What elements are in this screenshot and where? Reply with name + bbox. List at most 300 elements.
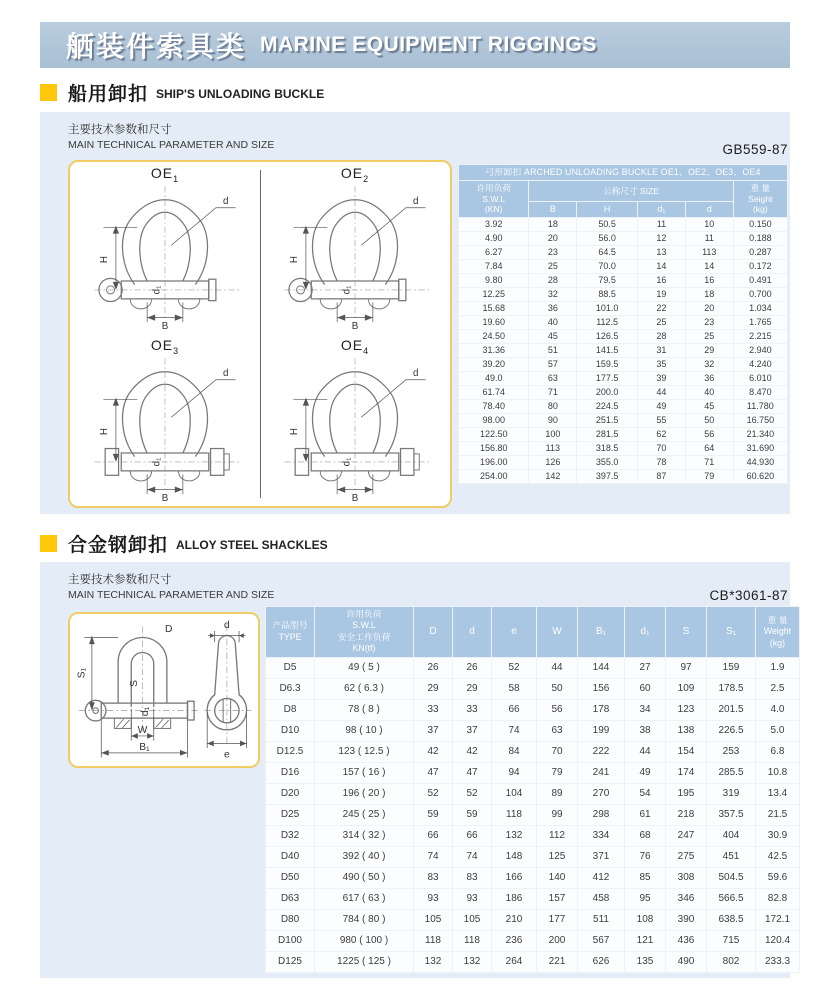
cell: 80	[529, 400, 576, 413]
dim-label-d: d	[222, 196, 229, 208]
cell: 113	[686, 246, 733, 259]
cell: 59	[453, 805, 491, 825]
cell: 52	[414, 784, 452, 804]
cell: 118	[414, 931, 452, 951]
cell: 346	[666, 889, 706, 909]
cell: 45	[529, 330, 576, 343]
cell: 78	[638, 456, 685, 469]
table-row	[459, 330, 787, 343]
cell: 22	[638, 302, 685, 315]
cell: 19.60	[459, 316, 528, 329]
cell: 37	[453, 721, 491, 741]
cell: D12.5	[266, 742, 314, 762]
cell: 49.0	[459, 372, 528, 385]
cell: 0.150	[734, 218, 787, 231]
col-header-B1: B₁	[578, 607, 624, 657]
cell: 28	[529, 274, 576, 287]
cell: D10	[266, 721, 314, 741]
cell: 42.5	[756, 847, 799, 867]
cell: 254.00	[459, 470, 528, 483]
cell: 298	[578, 805, 624, 825]
cell: 35	[638, 358, 685, 371]
table-row	[459, 232, 787, 245]
cell: 318.5	[577, 442, 637, 455]
page-banner	[40, 22, 790, 68]
cell: 31.690	[734, 442, 787, 455]
section2-heading	[40, 531, 328, 555]
diagram-type-label: $OE_3$	[150, 337, 180, 356]
cell: D32	[266, 826, 314, 846]
table-row	[266, 952, 799, 972]
cell: 355.0	[577, 456, 637, 469]
cell: 404	[707, 826, 755, 846]
cell: 60	[625, 679, 665, 699]
col-header-d1: d₁	[625, 607, 665, 657]
section1-panel	[40, 112, 790, 514]
cell: 9.80	[459, 274, 528, 287]
cell: 436	[666, 931, 706, 951]
svg-text:d₁: d₁	[151, 457, 163, 467]
bow-shackle-drawing	[75, 181, 255, 331]
cell: 78.40	[459, 400, 528, 413]
col-header-d1: d₁	[638, 202, 685, 217]
table-row	[266, 805, 799, 825]
cell: 76	[625, 847, 665, 867]
cell: 79	[686, 470, 733, 483]
cell: 142	[529, 470, 576, 483]
diagram-type-label: $OE_2$	[340, 165, 370, 184]
cell: 42	[453, 742, 491, 762]
cell: 2.215	[734, 330, 787, 343]
cell: 12	[638, 232, 685, 245]
bow-shackle-drawing	[265, 181, 445, 331]
table-row	[266, 847, 799, 867]
cell: D20	[266, 784, 314, 804]
cell: 16	[638, 274, 685, 287]
cell: 16	[686, 274, 733, 287]
cell: 52	[453, 784, 491, 804]
cell: 61	[625, 805, 665, 825]
cell: 82.8	[756, 889, 799, 909]
svg-text:d: d	[412, 196, 419, 208]
table-row	[459, 260, 787, 273]
cell: 113	[529, 442, 576, 455]
banner-title-cn: 舾装件索具类	[66, 31, 247, 62]
cell: 56	[686, 428, 733, 441]
cell: 98 ( 10 )	[315, 721, 413, 741]
cell: 504.5	[707, 868, 755, 888]
cell: 85	[625, 868, 665, 888]
cell: 281.5	[577, 428, 637, 441]
cell: 31	[638, 344, 685, 357]
cell: 138	[666, 721, 706, 741]
cell: 63	[529, 372, 576, 385]
col-header-d: d	[686, 202, 733, 217]
cell: 36	[686, 372, 733, 385]
shackle-diagram-box	[68, 160, 452, 508]
arched-buckle-table	[458, 164, 788, 484]
cell: 55	[638, 414, 685, 427]
cell: 52	[492, 658, 536, 678]
svg-text:H: H	[98, 428, 110, 436]
cell: 1.765	[734, 316, 787, 329]
cell: 638.5	[707, 910, 755, 930]
cell: 63	[537, 721, 577, 741]
cell: 123 ( 12.5 )	[315, 742, 413, 762]
cell: 236	[492, 931, 536, 951]
svg-text:d: d	[412, 368, 419, 380]
cell: 157	[537, 889, 577, 909]
cell: 357.5	[707, 805, 755, 825]
cell: 100	[529, 428, 576, 441]
table-row	[266, 742, 799, 762]
cell: 241	[578, 763, 624, 783]
cell: 83	[414, 868, 452, 888]
cell: 126.5	[577, 330, 637, 343]
col-header-e: e	[492, 607, 536, 657]
cell: 222	[578, 742, 624, 762]
cell: 0.188	[734, 232, 787, 245]
cell: 3.92	[459, 218, 528, 231]
cell: 251.5	[577, 414, 637, 427]
cell: 90	[529, 414, 576, 427]
cell: 144	[578, 658, 624, 678]
shackle-diagram-oe4	[260, 334, 450, 506]
cell: 79	[537, 763, 577, 783]
cell: 36	[529, 302, 576, 315]
cell: 58	[492, 679, 536, 699]
shackle-diagram-oe2	[260, 162, 450, 334]
cell: 30.9	[756, 826, 799, 846]
cell: 118	[492, 805, 536, 825]
cell: 118	[453, 931, 491, 951]
cell: 13	[638, 246, 685, 259]
cell: 89	[537, 784, 577, 804]
cell: 166	[492, 868, 536, 888]
cell: 39.20	[459, 358, 528, 371]
table-row	[266, 868, 799, 888]
cell: 132	[492, 826, 536, 846]
cell: 10	[686, 218, 733, 231]
cell: 25	[638, 316, 685, 329]
cell: 70	[638, 442, 685, 455]
cell: 247	[666, 826, 706, 846]
cell: 108	[625, 910, 665, 930]
cell: 11	[686, 232, 733, 245]
table-row	[266, 679, 799, 699]
cell: 126	[529, 456, 576, 469]
cell: D50	[266, 868, 314, 888]
section1-title-en: SHIP'S UNLOADING BUCKLE	[156, 87, 325, 101]
cell: 4.240	[734, 358, 787, 371]
standard-number-gb559: GB559-87	[722, 142, 788, 157]
cell: 54	[625, 784, 665, 804]
table-row	[266, 658, 799, 678]
cell: 7.84	[459, 260, 528, 273]
col-header-S: S	[666, 607, 706, 657]
cell: 200.0	[577, 386, 637, 399]
cell: 21.340	[734, 428, 787, 441]
cell: 39	[638, 372, 685, 385]
cell: 1225 ( 125 )	[315, 952, 413, 972]
cell: 178	[578, 700, 624, 720]
table-row	[459, 302, 787, 315]
cell: 14	[638, 260, 685, 273]
cell: 68	[625, 826, 665, 846]
dim-label-S1: S₁	[76, 667, 88, 679]
cell: 392 ( 40 )	[315, 847, 413, 867]
cell: 172.1	[756, 910, 799, 930]
cell: 120.4	[756, 931, 799, 951]
cell: 617 ( 63 )	[315, 889, 413, 909]
cell: 21.5	[756, 805, 799, 825]
cell: D63	[266, 889, 314, 909]
cell: 148	[492, 847, 536, 867]
col-header-B: B	[529, 202, 576, 217]
svg-text:d₁: d₁	[341, 457, 353, 467]
cell: 2.5	[756, 679, 799, 699]
shackle-diagram-oe1	[70, 162, 260, 334]
cell: 37	[414, 721, 452, 741]
cell: 141.5	[577, 344, 637, 357]
cell: 99	[537, 805, 577, 825]
cell: 221	[537, 952, 577, 972]
table-row	[459, 414, 787, 427]
cell: 140	[537, 868, 577, 888]
cell: 125	[537, 847, 577, 867]
cell: 24.50	[459, 330, 528, 343]
cell: 253	[707, 742, 755, 762]
cell: 122.50	[459, 428, 528, 441]
cell: 334	[578, 826, 624, 846]
table-row	[266, 700, 799, 720]
dim-label-D: D	[165, 623, 173, 635]
table-row	[459, 428, 787, 441]
cell: 16.750	[734, 414, 787, 427]
cell: 105	[414, 910, 452, 930]
table-row	[266, 784, 799, 804]
cell: 51	[529, 344, 576, 357]
dee-shackle-drawing	[71, 615, 259, 765]
cell: 66	[492, 700, 536, 720]
cell: 47	[453, 763, 491, 783]
table-row	[459, 218, 787, 231]
section2-title-en: ALLOY STEEL SHACKLES	[176, 538, 328, 552]
col-header-weight: 重 量 Weight (kg)	[756, 607, 799, 657]
cell: 511	[578, 910, 624, 930]
cell: 44	[537, 658, 577, 678]
cell: 38	[625, 721, 665, 741]
svg-text:H: H	[288, 428, 300, 436]
cell: 397.5	[577, 470, 637, 483]
cell: 109	[666, 679, 706, 699]
cell: 18	[686, 288, 733, 301]
cell: 11	[638, 218, 685, 231]
diagram-type-label: $OE_4$	[340, 337, 370, 356]
cell: 84	[492, 742, 536, 762]
cell: 93	[414, 889, 452, 909]
cell: 87	[638, 470, 685, 483]
cell: 174	[666, 763, 706, 783]
cell: 245 ( 25 )	[315, 805, 413, 825]
cell: 57	[529, 358, 576, 371]
shackle-diagram-oe3	[70, 334, 260, 506]
section1-param-label: 主要技术参数和尺寸 MAIN TECHNICAL PARAMETER AND SIZE	[68, 124, 275, 152]
col-header-S1: S₁	[707, 607, 755, 657]
cell: 40	[686, 386, 733, 399]
cell: 45	[686, 400, 733, 413]
cell: 4.90	[459, 232, 528, 245]
dim-label-d1: d₁	[140, 706, 152, 717]
cell: 371	[578, 847, 624, 867]
cell: 29	[453, 679, 491, 699]
cell: 98.00	[459, 414, 528, 427]
banner-title-en: MARINE EQUIPMENT RIGGINGS	[260, 33, 597, 56]
section1-title-cn: 船用卸扣	[68, 83, 149, 105]
cell: 201.5	[707, 700, 755, 720]
dim-label-e: e	[224, 749, 230, 761]
dim-label-h: H	[98, 256, 110, 264]
cell: 567	[578, 931, 624, 951]
alloy-shackle-table	[265, 606, 800, 973]
standard-number-cb3061: CB*3061-87	[709, 588, 788, 603]
dim-label-d1: d₁	[151, 285, 163, 295]
svg-text:d₁: d₁	[341, 285, 353, 295]
svg-text:d: d	[222, 368, 229, 380]
cell: 34	[625, 700, 665, 720]
cell: 0.491	[734, 274, 787, 287]
cell: 8.470	[734, 386, 787, 399]
cell: D100	[266, 931, 314, 951]
cell: 156	[578, 679, 624, 699]
table-row	[266, 889, 799, 909]
cell: 159.5	[577, 358, 637, 371]
dim-label-b: B	[161, 321, 169, 331]
table-row	[266, 721, 799, 741]
cell: 49 ( 5 )	[315, 658, 413, 678]
cell: 47	[414, 763, 452, 783]
cell: 12.25	[459, 288, 528, 301]
section2-title-cn: 合金钢卸扣	[68, 534, 169, 556]
cell: 88.5	[577, 288, 637, 301]
table-row	[459, 274, 787, 287]
cell: 319	[707, 784, 755, 804]
cell: 1.9	[756, 658, 799, 678]
cell: 101.0	[577, 302, 637, 315]
cell: 104	[492, 784, 536, 804]
cell: 25	[686, 330, 733, 343]
cell: 28	[638, 330, 685, 343]
cell: 42	[414, 742, 452, 762]
cell: 112.5	[577, 316, 637, 329]
cell: 64	[686, 442, 733, 455]
cell: 50	[686, 414, 733, 427]
bow-shackle-drawing	[75, 353, 255, 503]
cell: 226.5	[707, 721, 755, 741]
cell: 25	[529, 260, 576, 273]
cell: 60.620	[734, 470, 787, 483]
svg-text:B: B	[351, 493, 359, 503]
cell: 74	[453, 847, 491, 867]
cell: 49	[625, 763, 665, 783]
cell: 0.172	[734, 260, 787, 273]
cell: 412	[578, 868, 624, 888]
dim-label-W: W	[137, 725, 148, 737]
cell: 186	[492, 889, 536, 909]
section2-param-label: 主要技术参数和尺寸 MAIN TECHNICAL PARAMETER AND SIZE	[68, 574, 275, 602]
cell: D6.3	[266, 679, 314, 699]
table-row	[266, 763, 799, 783]
cell: 56.0	[577, 232, 637, 245]
table-row	[459, 246, 787, 259]
cell: 0.287	[734, 246, 787, 259]
cell: 784 ( 80 )	[315, 910, 413, 930]
table-row	[459, 288, 787, 301]
cell: D125	[266, 952, 314, 972]
table-row	[459, 456, 787, 469]
cell: 196.00	[459, 456, 528, 469]
cell: 10.8	[756, 763, 799, 783]
cell: 50	[537, 679, 577, 699]
col-header-W: W	[537, 607, 577, 657]
cell: 308	[666, 868, 706, 888]
cell: 93	[453, 889, 491, 909]
cell: 56	[537, 700, 577, 720]
cell: 2.940	[734, 344, 787, 357]
cell: 490 ( 50 )	[315, 868, 413, 888]
yellow-bullet-icon	[40, 535, 57, 552]
cell: 59.6	[756, 868, 799, 888]
cell: 49	[638, 400, 685, 413]
cell: 78 ( 8 )	[315, 700, 413, 720]
col-header-H: H	[577, 202, 637, 217]
cell: 62	[638, 428, 685, 441]
col-header-weight: 重 量 Seight (kg)	[734, 181, 787, 217]
cell: 210	[492, 910, 536, 930]
cell: 26	[453, 658, 491, 678]
table-row	[459, 358, 787, 371]
cell: 264	[492, 952, 536, 972]
cell: 285.5	[707, 763, 755, 783]
cell: 195	[666, 784, 706, 804]
cell: 74	[492, 721, 536, 741]
cell: 233.3	[756, 952, 799, 972]
col-header-D: D	[414, 607, 452, 657]
cell: 94	[492, 763, 536, 783]
cell: 14	[686, 260, 733, 273]
svg-text:B: B	[351, 321, 359, 331]
table-row	[459, 372, 787, 385]
cell: 70	[537, 742, 577, 762]
cell: 66	[453, 826, 491, 846]
cell: 5.0	[756, 721, 799, 741]
cell: D5	[266, 658, 314, 678]
cell: 196 ( 20 )	[315, 784, 413, 804]
cell: 6.8	[756, 742, 799, 762]
table-row	[459, 316, 787, 329]
cell: 97	[666, 658, 706, 678]
cell: 62 ( 6.3 )	[315, 679, 413, 699]
cell: 566.5	[707, 889, 755, 909]
cell: D8	[266, 700, 314, 720]
cell: 451	[707, 847, 755, 867]
table-body	[266, 658, 799, 972]
cell: 802	[707, 952, 755, 972]
cell: 123	[666, 700, 706, 720]
col-header-type: 产品型号 TYPE	[266, 607, 314, 657]
cell: 33	[414, 700, 452, 720]
col-header-swl: 许用负荷 S.W.L 安全工作负荷 KN(tf)	[315, 607, 413, 657]
